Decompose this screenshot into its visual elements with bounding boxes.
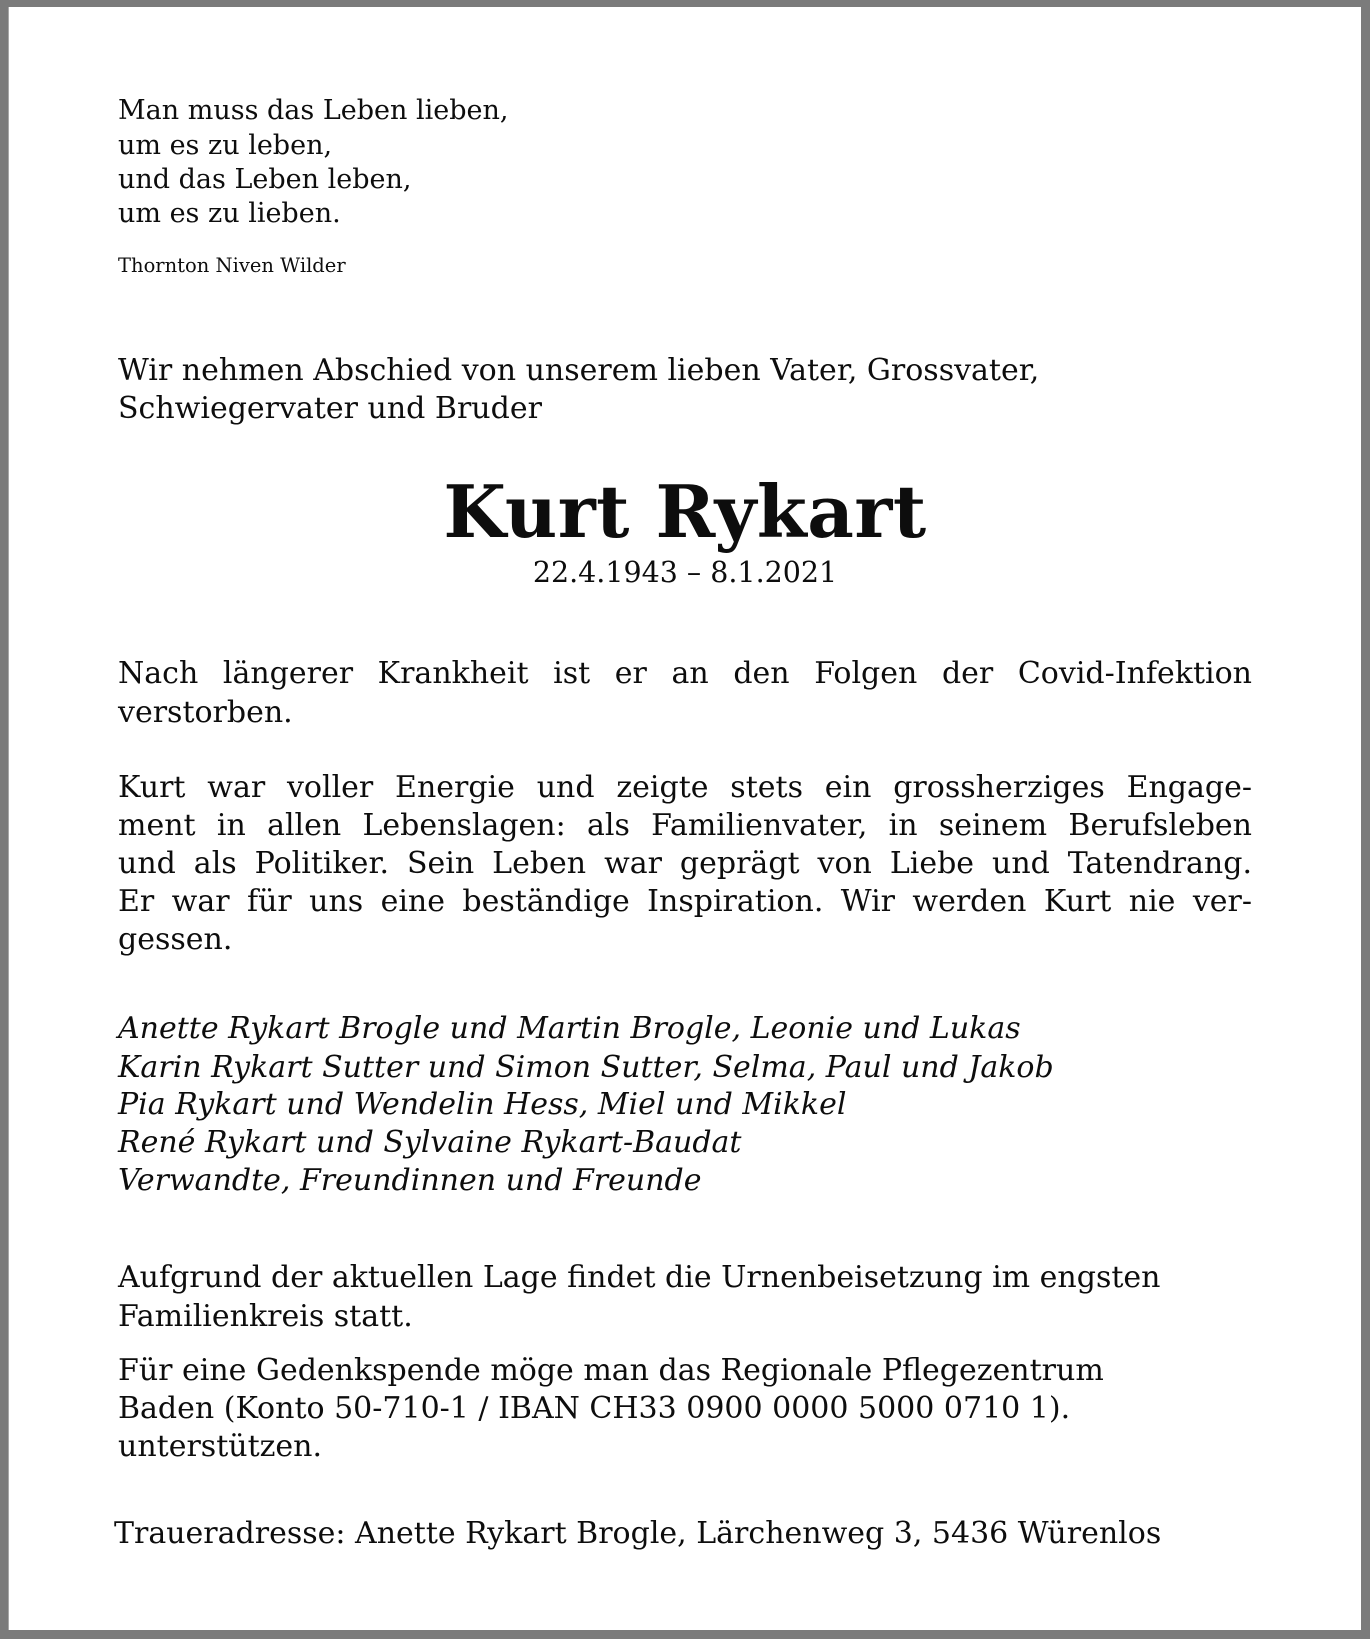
paragraph-line: ment in allen Lebenslagen: als Familienvater, in seinem Berufsleben bbox=[118, 808, 1252, 843]
quote-line: und das Leben leben, bbox=[118, 164, 412, 195]
mourner-line: Anette Rykart Brogle und Martin Brogle, Leonie und Lukas bbox=[118, 1011, 1021, 1046]
paragraph-line: und als Politiker. Sein Leben war geprägt von Liebe und Tatendrang. bbox=[118, 846, 1252, 881]
paragraph-line: Aufgrund der aktuellen Lage findet die Urnenbeisetzung im engsten bbox=[118, 1260, 1161, 1295]
life-dates: 22.4.1943 – 8.1.2021 bbox=[532, 556, 838, 589]
quote-line: um es zu leben, bbox=[118, 130, 333, 161]
mourner-line: Pia Rykart und Wendelin Hess, Miel und Mikkel bbox=[118, 1087, 847, 1122]
paragraph-line: gessen. bbox=[118, 922, 233, 957]
intro-line: Wir nehmen Abschied von unserem lieben Vater, Grossvater, bbox=[118, 353, 1040, 388]
paragraph-line: Kurt war voller Energie und zeigte stets ein grossherziges Engage- bbox=[118, 770, 1252, 805]
quote-line: Man muss das Leben lieben, bbox=[118, 95, 509, 126]
intro-line: Schwiegervater und Bruder bbox=[118, 391, 542, 426]
mourner-line: Karin Rykart Sutter und Simon Sutter, Selma, Paul und Jakob bbox=[118, 1050, 1054, 1085]
mourner-line: René Rykart und Sylvaine Rykart-Baudat bbox=[118, 1125, 742, 1160]
paragraph-line: Nach längerer Krankheit ist er an den Folgen der Covid-Infektion bbox=[118, 656, 1252, 691]
paragraph-line: Familienkreis statt. bbox=[118, 1299, 413, 1334]
paragraph-line: Baden (Konto 50-710-1 / IBAN CH33 0900 0000 5000 0710 1). bbox=[118, 1391, 1071, 1426]
quote-line: um es zu lieben. bbox=[118, 198, 341, 229]
paragraph-line: Er war für uns eine beständige Inspiration. Wir werden Kurt nie ver- bbox=[118, 884, 1252, 919]
mourner-line: Verwandte, Freundinnen und Freunde bbox=[118, 1163, 702, 1198]
paragraph-line: Für eine Gedenkspende möge man das Regionale Pflegezentrum bbox=[118, 1353, 1104, 1388]
paragraph-line: unterstützen. bbox=[118, 1429, 323, 1464]
paragraph-line: verstorben. bbox=[118, 695, 293, 730]
quote-author: Thornton Niven Wilder bbox=[118, 254, 346, 277]
deceased-name: Kurt Rykart bbox=[443, 469, 927, 554]
mourning-address: Traueradresse: Anette Rykart Brogle, Lärchenweg 3, 5436 Würenlos bbox=[114, 1516, 1162, 1551]
